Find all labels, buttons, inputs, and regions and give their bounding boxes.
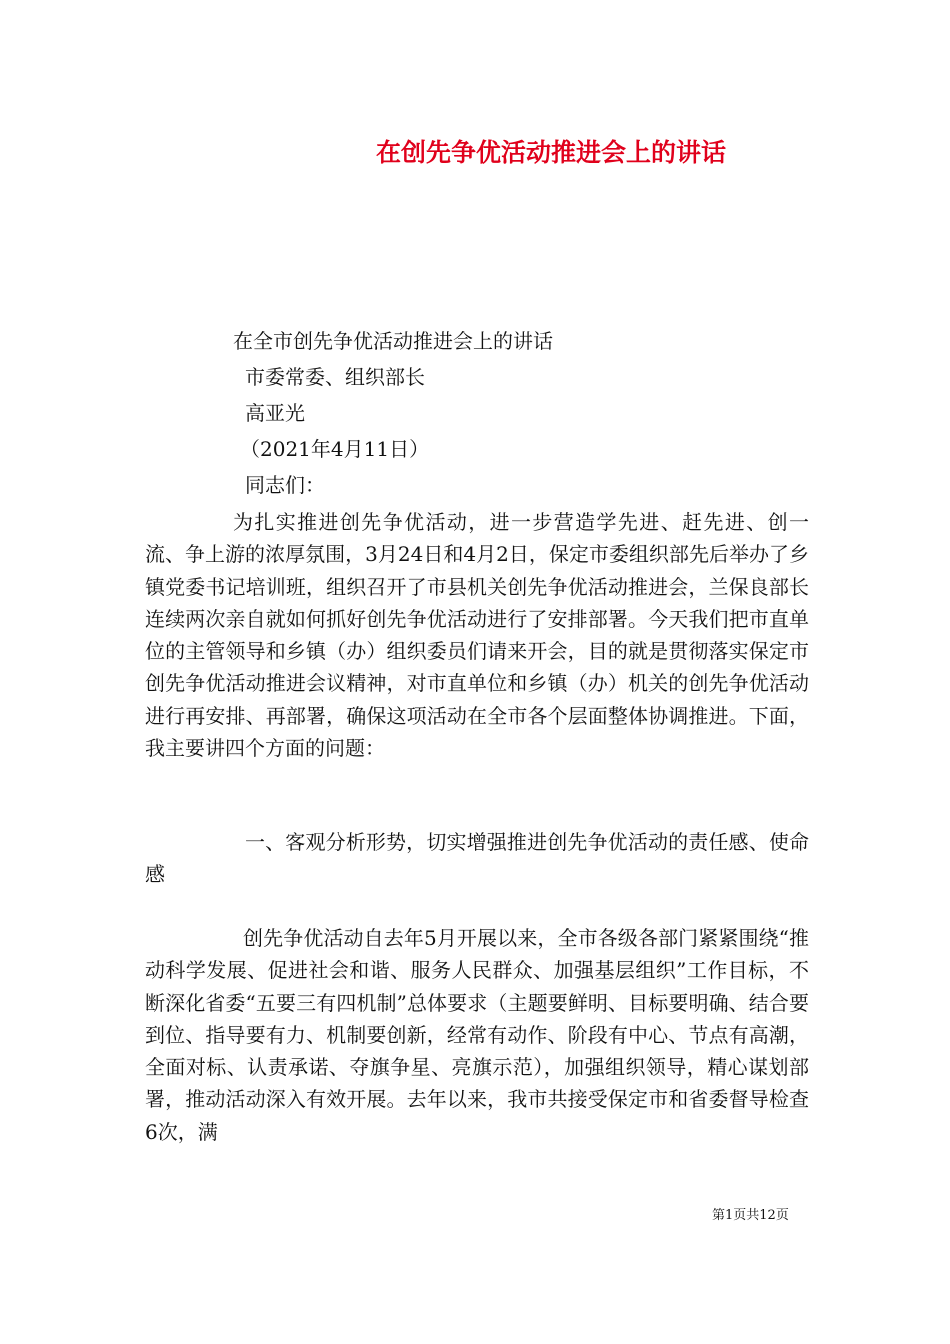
author-name: 高亚光 [245,401,305,425]
greeting: 同志们： [245,473,325,497]
paragraph-intro: 为扎实推进创先争优活动，进一步营造学先进、赶先进、创一流、争上游的浓厚氛围，3月24日和4月2日，保定市委组织部先后举办了乡镇党委书记培训班，组织召开了市县机关创先争优活动推进会，兰保良部长连续两次亲自就如何抓好创先争优活动进行了安排部署。今天我们把市直单位的主管领导和乡镇（办）组织委员们请来开会，目的就是贯彻落实保定市创先争优活动推进会议精神，对市直单位和乡镇（办）机关的创先争优活动进行再安排、再部署，确保这项活动在全市各个层面整体协调推进。下面，我主要讲四个方面的问题： [145,510,809,761]
section-heading-1: 一、客观分析形势，切实增强推进创先争优活动的责任感、使命感 [145,830,809,887]
author-position: 市委常委、组织部长 [245,365,425,389]
speech-date: （2021年4月11日） [240,437,430,461]
document-title: 在创先争优活动推进会上的讲话 [375,138,726,167]
speech-subtitle: 在全市创先争优活动推进会上的讲话 [233,329,553,353]
paragraph-section-1: 创先争优活动自去年5月开展以来，全市各级各部门紧紧围绕“推动科学发展、促进社会和谐、服务人民群众、加强基层组织”工作目标，不断深化省委“五要三有四机制”总体要求（主题要鲜明、目标要明确、结合要到位、指导要有力、机制要创新，经常有动作、阶段有中心、节点有高潮，全面对标、认责承诺、夺旗争星、亮旗示范），加强组织领导，精心谋划部署，推动活动深入有效开展。去年以来，我市共接受保定市和省委督导检查6次，满 [145,926,809,1144]
page-number: 第1页共12页 [712,1208,789,1223]
